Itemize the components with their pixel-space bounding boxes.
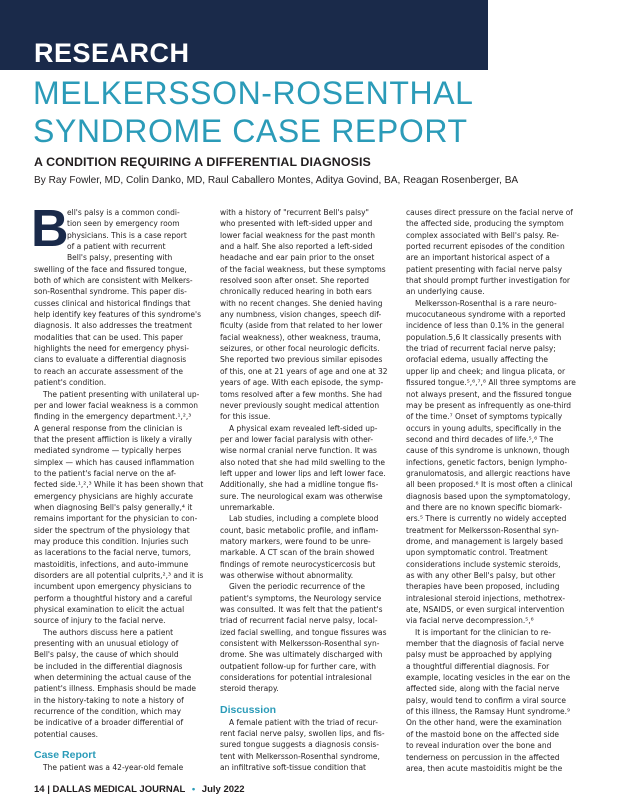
text-column-3 bbox=[406, 207, 592, 774]
text-line: also noted that she had mild swelling to the bbox=[220, 457, 386, 467]
text-line: Given the periodic recurrence of the bbox=[229, 582, 365, 592]
text-line: of this illness, the Ramsay Hunt syndrome.⁹ bbox=[406, 707, 571, 717]
text-line: steroid therapy. bbox=[220, 684, 279, 694]
text-line: the affected side, producing the symptom bbox=[406, 219, 564, 229]
text-line: for this issue. bbox=[220, 412, 271, 422]
text-column-1 bbox=[31, 200, 210, 774]
text-line: She reported two previous similar episodes bbox=[220, 355, 383, 365]
text-line: ell's palsy is a common condi- bbox=[67, 208, 180, 217]
text-line: consistent with Melkersson-Rosenthal syn- bbox=[220, 639, 380, 649]
text-line: of the mastoid bone on the affected side bbox=[406, 729, 559, 739]
text-line: to the patient's facial nerve on the af- bbox=[34, 468, 176, 478]
text-line: orofacial edema, usually affecting the bbox=[406, 355, 548, 365]
text-line: incumbent upon emergency physicians to bbox=[34, 582, 192, 592]
text-line: chronically reduced hearing in both ears bbox=[220, 287, 372, 297]
text-line: tenderness on percussion in the affected bbox=[406, 752, 560, 762]
page-footer bbox=[34, 784, 245, 795]
text-line: an infiltrative soft-tissue condition that bbox=[220, 763, 366, 773]
text-line: considerations for potential intralesional bbox=[220, 673, 372, 683]
text-line: both of which are consistent with Melkers- bbox=[34, 276, 193, 286]
text-line: sider the spectrum of the physiology that bbox=[34, 525, 190, 535]
text-line: fissured tongue.⁵,⁶,⁷,⁸ All three symptoms are bbox=[406, 378, 576, 388]
text-line: population.5,6 It classically presents with bbox=[406, 332, 562, 342]
text-line: may produce this condition. Injuries such bbox=[34, 536, 189, 546]
text-line: to reach an accurate assessment of the bbox=[34, 366, 184, 376]
text-line: findings of remote neurocysticercosis but bbox=[220, 559, 376, 569]
text-line: fected side.¹,²,³ While it has been shown that bbox=[34, 480, 204, 490]
text-line: patient's symptoms, the Neurology service bbox=[220, 593, 382, 603]
text-line: Bell's palsy, the cause of which should bbox=[34, 650, 179, 660]
text-line: treatment for Melkersson-Rosenthal syn- bbox=[406, 525, 559, 535]
text-line: was consulted. It was felt that the patient's bbox=[220, 605, 383, 615]
text-line: was otherwise without abnormality. bbox=[220, 571, 354, 580]
text-line: and a half. She also reported a left-sided bbox=[220, 242, 373, 252]
text-line: rent facial nerve palsy, swollen lips, and fis- bbox=[220, 729, 385, 739]
case-report-body bbox=[34, 762, 210, 773]
article-title-line-2: SYNDROME CASE REPORT bbox=[33, 113, 468, 149]
text-line: seizures, or other focal neurologic deficits. bbox=[220, 344, 380, 354]
text-line: lower facial weakness for the past month bbox=[220, 230, 375, 240]
article-subtitle: A CONDITION REQUIRING A DIFFERENTIAL DIAGNOSIS bbox=[34, 155, 371, 169]
text-line: Additionally, she had a midline tongue fis- bbox=[220, 480, 379, 490]
text-line: presenting with an unusual etiology of bbox=[34, 639, 179, 649]
text-line: to reveal induration over the bone and bbox=[406, 741, 552, 751]
footer-separator: | bbox=[47, 784, 50, 795]
text-line: that the present affliction is likely a virally bbox=[34, 434, 192, 444]
text-line: cause of this syndrome is unknown, though bbox=[406, 446, 570, 456]
text-line: source of injury to the facial nerve. bbox=[34, 616, 166, 626]
text-line: A general response from the clinician is bbox=[34, 423, 183, 433]
case-report-heading: Case Report bbox=[34, 749, 96, 762]
text-line: The patient presenting with unilateral up- bbox=[43, 389, 200, 399]
text-line: are an important historical aspect of a bbox=[406, 253, 550, 263]
text-line: left upper and lower lips and left lower face. bbox=[220, 468, 386, 478]
text-line: facial weakness), other weakness, trauma, bbox=[220, 332, 381, 342]
text-line: It is important for the clinician to re- bbox=[415, 627, 551, 637]
text-line: sure. The neurological exam was otherwise bbox=[220, 491, 383, 501]
text-line: mucocutaneous syndrome with a reported bbox=[406, 310, 566, 320]
text-line: and there are no known specific biomark- bbox=[406, 502, 563, 512]
column-2-body bbox=[220, 207, 395, 695]
text-line: ized facial swelling, and tongue fissures was bbox=[220, 627, 387, 637]
text-line: ficulty (aside from that related to her lower bbox=[220, 321, 383, 331]
text-line: toms resolved after a few months. She had bbox=[220, 389, 382, 399]
text-line: palsy must be approached by applying bbox=[406, 650, 552, 660]
discussion-heading: Discussion bbox=[220, 703, 277, 716]
text-line: wise normal cranial nerve function. It was bbox=[220, 446, 377, 456]
text-line: son-Rosenthal syndrome. This paper dis- bbox=[34, 287, 187, 297]
text-line: unremarkable. bbox=[220, 502, 275, 512]
text-line: as with any other Bell's palsy, but other bbox=[406, 571, 556, 580]
text-line: with no recent changes. She denied having bbox=[220, 298, 383, 308]
text-line: years of age. With each episode, the symp- bbox=[220, 378, 384, 388]
text-line: finding in the emergency department.¹,²,³ bbox=[34, 412, 192, 422]
column-1-body bbox=[34, 207, 210, 740]
text-line: On the other hand, were the examination bbox=[406, 718, 562, 728]
text-line: drome. She was ultimately discharged with bbox=[220, 650, 383, 660]
text-line: considerations include systemic steroids, bbox=[406, 559, 561, 569]
author-byline: By Ray Fowler, MD, Colin Danko, MD, Raul Caballero Montes, Aditya Govind, BA, Reagan Rosenberger, BA bbox=[34, 175, 519, 186]
text-line: patient's illness. Emphasis should be made bbox=[34, 684, 196, 694]
text-line: outpatient follow-up for further care, with bbox=[220, 661, 376, 671]
text-line: never previously sought medical attention bbox=[220, 400, 380, 410]
text-line: incidence of less than 0.1% in the general bbox=[406, 321, 565, 331]
text-line: remains important for the physician to con- bbox=[34, 514, 198, 524]
text-line: swelling of the face and fissured tongue, bbox=[34, 264, 187, 274]
text-line: infections, genetic factors, benign lympho- bbox=[406, 457, 568, 467]
text-line: with a history of "recurrent Bell's palsy" bbox=[220, 208, 370, 217]
text-line: upper lip and cheek; and lingua plicata, or bbox=[406, 366, 566, 376]
text-line: upon symptomatic control. Treatment bbox=[406, 548, 548, 558]
text-line: perform a thoughtful history and a careful bbox=[34, 593, 193, 603]
text-line: member that the diagnosis of facial nerve bbox=[406, 639, 564, 649]
text-line: help identify key features of this syndrome's bbox=[34, 310, 201, 320]
text-line: highlights the need for emergency physi- bbox=[34, 344, 189, 354]
discussion-body bbox=[220, 717, 395, 774]
text-line: headache and ear pain prior to the onset bbox=[220, 253, 375, 263]
issue-date: July 2022 bbox=[201, 784, 245, 795]
text-line: diagnosis. It also addresses the treatment bbox=[34, 321, 192, 331]
text-line: potential causes. bbox=[34, 729, 99, 739]
text-line: of the facial weakness, but these symptoms bbox=[220, 264, 386, 274]
text-line: a thoughtful differential diagnosis. For bbox=[406, 661, 550, 671]
text-line: as lacerations to the facial nerve, tumors, bbox=[34, 548, 191, 558]
text-line: sured tongue suggests a diagnosis consis- bbox=[220, 740, 379, 750]
text-line: patient presenting with facial nerve palsy bbox=[406, 264, 563, 274]
text-line: when determining the actual cause of the bbox=[34, 673, 192, 683]
text-line: therapies have been proposed, including bbox=[406, 582, 560, 592]
text-line: who presented with left-sided upper and bbox=[220, 219, 373, 229]
text-line: be indicative of a broader differential of bbox=[34, 718, 184, 728]
text-line: physicians. This is a case report bbox=[67, 230, 187, 240]
text-line: occurs in young adults, specifically in the bbox=[406, 423, 562, 433]
text-line: per and lower facial paralysis with other- bbox=[220, 434, 374, 444]
text-line: matory markers, were found to be unre- bbox=[220, 536, 371, 546]
text-line: markable. A CT scan of the brain showed bbox=[220, 548, 375, 558]
text-line: ers.⁵ There is currently no widely accepted bbox=[406, 514, 567, 524]
text-line: The authors discuss here a patient bbox=[43, 627, 174, 637]
column-3-body bbox=[406, 207, 592, 774]
text-line: an underlying cause. bbox=[406, 287, 485, 297]
text-line: be included in the differential diagnosis bbox=[34, 661, 183, 671]
text-line: count, basic metabolic profile, and inflam- bbox=[220, 525, 379, 535]
text-line: that should prompt further investigation for bbox=[406, 276, 571, 286]
text-line: any numbness, vision changes, speech dif- bbox=[220, 310, 382, 320]
text-line: causes direct pressure on the facial nerve of bbox=[406, 208, 573, 217]
text-line: Bell's palsy, presenting with bbox=[67, 253, 173, 263]
text-line: tent with Melkersson-Rosenthal syndrome, bbox=[220, 751, 380, 761]
text-line: patient's condition. bbox=[34, 378, 107, 388]
text-line: in the history-taking to note a history of bbox=[34, 695, 184, 705]
text-line: physical examination to elicit the actual bbox=[34, 605, 185, 615]
text-line: disorders are all potential culprits,²,³ and it is bbox=[34, 571, 204, 580]
text-line: cusses clinical and historical findings that bbox=[34, 298, 191, 308]
section-banner bbox=[0, 0, 488, 70]
text-line: granulomatosis, and allergic reactions have bbox=[406, 468, 571, 478]
text-line: Lab studies, including a complete blood bbox=[229, 514, 379, 524]
section-label: RESEARCH bbox=[34, 38, 190, 68]
text-line: ate, NSAIDS, or even surgical intervention bbox=[406, 605, 565, 615]
article-title-line-1: MELKERSSON-ROSENTHAL bbox=[33, 75, 474, 111]
text-line: drome, and management is largely based bbox=[406, 536, 564, 546]
text-line: mediated syndrome — typically herpes bbox=[34, 446, 182, 456]
text-line: Melkersson-Rosenthal is a rare neuro- bbox=[415, 298, 557, 308]
text-column-2 bbox=[220, 207, 395, 774]
text-line: of this, one at 21 years of age and one at 32 bbox=[220, 366, 388, 376]
text-line: triad of recurrent facial nerve palsy, local- bbox=[220, 616, 378, 626]
text-line: per and lower facial weakness is a common bbox=[34, 400, 199, 410]
text-line: of a patient with recurrent bbox=[67, 242, 166, 252]
text-line: tion seen by emergency room bbox=[67, 219, 180, 229]
text-line: when diagnosing Bell's palsy generally,⁴ it bbox=[34, 502, 193, 512]
text-line: ported recurrent episodes of the condition bbox=[406, 242, 565, 252]
text-line: second and third decades of life.⁵,⁶ The bbox=[406, 434, 554, 444]
text-line: area, then acute mastoiditis might be the bbox=[406, 763, 563, 773]
text-line: mastoiditis, infections, and auto-immune bbox=[34, 559, 189, 569]
drop-cap: B bbox=[31, 200, 69, 258]
text-line: simplex — which has caused inflammation bbox=[34, 457, 195, 467]
text-line: The patient was a 42-year-old female bbox=[43, 763, 184, 773]
text-line: of the time.⁷ Onset of symptoms typically bbox=[406, 412, 563, 422]
text-line: A female patient with the triad of recur- bbox=[229, 717, 378, 727]
text-line: resolved soon after onset. She reported bbox=[220, 276, 370, 286]
text-line: emergency physicians are highly accurate bbox=[34, 491, 193, 501]
text-line: complex associated with Bell's palsy. Re- bbox=[406, 230, 559, 240]
page-number: 14 bbox=[34, 784, 45, 795]
text-line: modalities that can be used. This paper bbox=[34, 332, 183, 342]
journal-name: DALLAS MEDICAL JOURNAL bbox=[52, 784, 186, 795]
footer-dot: • bbox=[191, 784, 196, 795]
text-line: A physical exam revealed left-sided up- bbox=[229, 423, 378, 433]
text-line: all been proposed.⁶ It is most often a clinical bbox=[406, 480, 573, 490]
text-line: palsy, would tend to confirm a viral source bbox=[406, 695, 567, 705]
text-line: recurrence of the condition, which may bbox=[34, 707, 182, 717]
text-line: affected side, along with the facial nerve bbox=[406, 684, 560, 694]
text-line: intralesional steroid injections, methotrex- bbox=[406, 593, 566, 603]
text-line: via facial nerve decompression.⁵,⁶ bbox=[406, 616, 534, 626]
text-line: not always present, and the fissured tongue bbox=[406, 389, 572, 399]
text-line: may be present as infrequently as one-third bbox=[406, 400, 572, 410]
text-line: example, locating vesicles in the ear on the bbox=[406, 673, 571, 683]
text-line: diagnosis based upon the symptomatology, bbox=[406, 491, 571, 501]
text-line: cians to evaluate a differential diagnosis bbox=[34, 355, 187, 365]
text-line: the triad of recurrent facial nerve palsy; bbox=[406, 344, 556, 354]
